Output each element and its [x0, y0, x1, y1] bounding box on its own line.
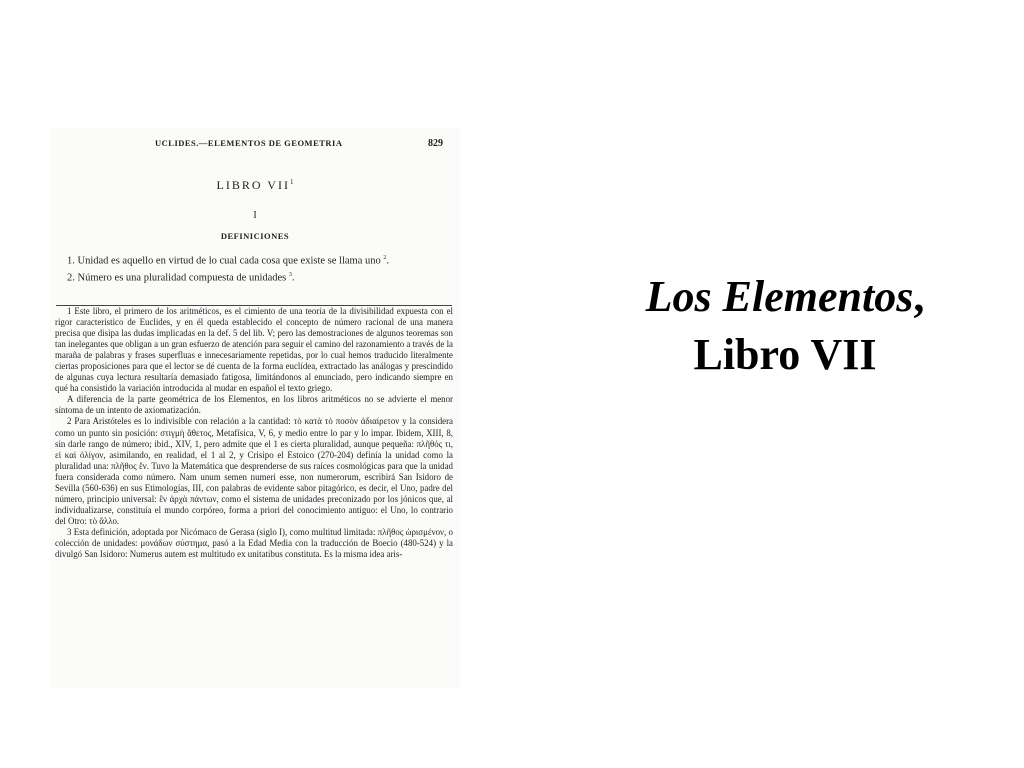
book-heading-note: 1 — [289, 178, 294, 186]
definition-number: 1. — [67, 255, 75, 267]
footnote: 2 Para Aristóteles es lo indivisible con relación a la cantidad: τὸ κατὰ τὸ ποσὸν ἀδιαίρετον y la considera como un punto sin posición: στιγμὴ ἄθετος, Metafísica, V, 6, y medio entre lo par y lo impar. Ibidem, XIII, 8, sin darle rango de número; ibid., XIV, 1, pero admite que el 1 es cierta pluralidad, aunque pequeña: πλῆθός τι, εἰ καὶ ὀλίγον, asimilando, en realidad, el 1 al 2, y Crisipo el Estoico (270-204) definía la unidad como la pluralidad una: πλῆθος ἕν. Tuvo la Matemática que desprenderse de sus raíces cosmológicas para que la unidad fuera considerada como número. Nam unum semen numeri esse, non numerorum, escribirá San Isidoro de Sevilla (560-636) en sus Etimologías, III, con palabras de evidente sabor pitagórico, es decir, el Uno, padre del número, principio universal: ἓν ἀρχὰ πάντων, como el sistema de unidades preconizado por los jónicos que, al individualizarse, constituía el mundo corpóreo, forma a priori del conocimiento antiguo: el Uno, lo contrario del Otro: τὸ ἄλλο. — [55, 416, 453, 526]
slide-title — [575, 268, 995, 384]
definition-end: . — [386, 255, 389, 267]
slide-title-line-1 — [575, 268, 995, 326]
definition-item — [55, 269, 452, 285]
definition-number: 2. — [67, 272, 75, 284]
footnotes — [55, 306, 453, 560]
definition-note: 2 — [383, 255, 387, 261]
book-heading-text: LIBRO VII — [216, 178, 290, 192]
definition-end: . — [291, 272, 295, 284]
definition-text: Unidad es aquello en virtud de lo cual cada cosa que existe se llama uno — [77, 255, 381, 267]
footnote: 1 Este libro, el primero de los aritméticos, es el cimiento de una teoría de la divisibilidad expuesta con el rigor característico de Euclides, y en él queda establecido el concepto de número racional de una manera precisa que disipa las dudas implicadas en la def. 5 del lib. V; pero las demostraciones de algunos teoremas son tan inelegantes que obligan a un gran esfuerzo de atención para seguir el camino del razonamiento a través de la maraña de palabras y frases superfluas e innecesariamente repetidas, por lo cual hemos traducido literalmente ciertas proposiciones para que el lector se dé cuenta de la forma euclídea, extractado las análogas y prescindido de algunas cuya lectura resultaría demasiado fatigosa, limitándonos al enunciado, pero indicando siempre en qué ha consistido la variación introducida al mudar en español el texto griego. — [55, 306, 453, 394]
definition-text: Número es una pluralidad compuesta de unidades — [77, 272, 287, 284]
slide-title-line-2: Libro VII — [693, 330, 877, 379]
scanned-book-page — [50, 128, 460, 688]
footnote: A diferencia de la parte geométrica de los Elementos, en los libros aritméticos no se advierte el menor síntoma de un intento de axiomatización. — [55, 394, 453, 416]
book-heading — [50, 178, 460, 193]
slide-title-work: Los Elementos — [645, 272, 914, 321]
definition-item — [55, 252, 452, 268]
definitions-list — [55, 252, 452, 286]
definition-note: 3 — [288, 272, 292, 278]
section-title: DEFINICIONES — [220, 231, 290, 241]
slide-title-comma: , — [913, 272, 925, 321]
part-number: I — [253, 210, 257, 221]
page-number: 829 — [428, 138, 443, 149]
footnote: 3 Esta definición, adoptada por Nicómaco de Gerasa (siglo I), como multitud limitada: πλῆθος ὡρισμένον, o colección de unidades: μονάδων σύστημα, pasó a la Edad Media con la traducción de Boecio (480-524) y la divulgó San Isidoro: Numerus autem est multitudo ex unitatibus constituta. Es la misma idea aris- — [55, 526, 453, 560]
running-head: UCLIDES.—ELEMENTOS DE GEOMETRIA — [155, 138, 343, 148]
